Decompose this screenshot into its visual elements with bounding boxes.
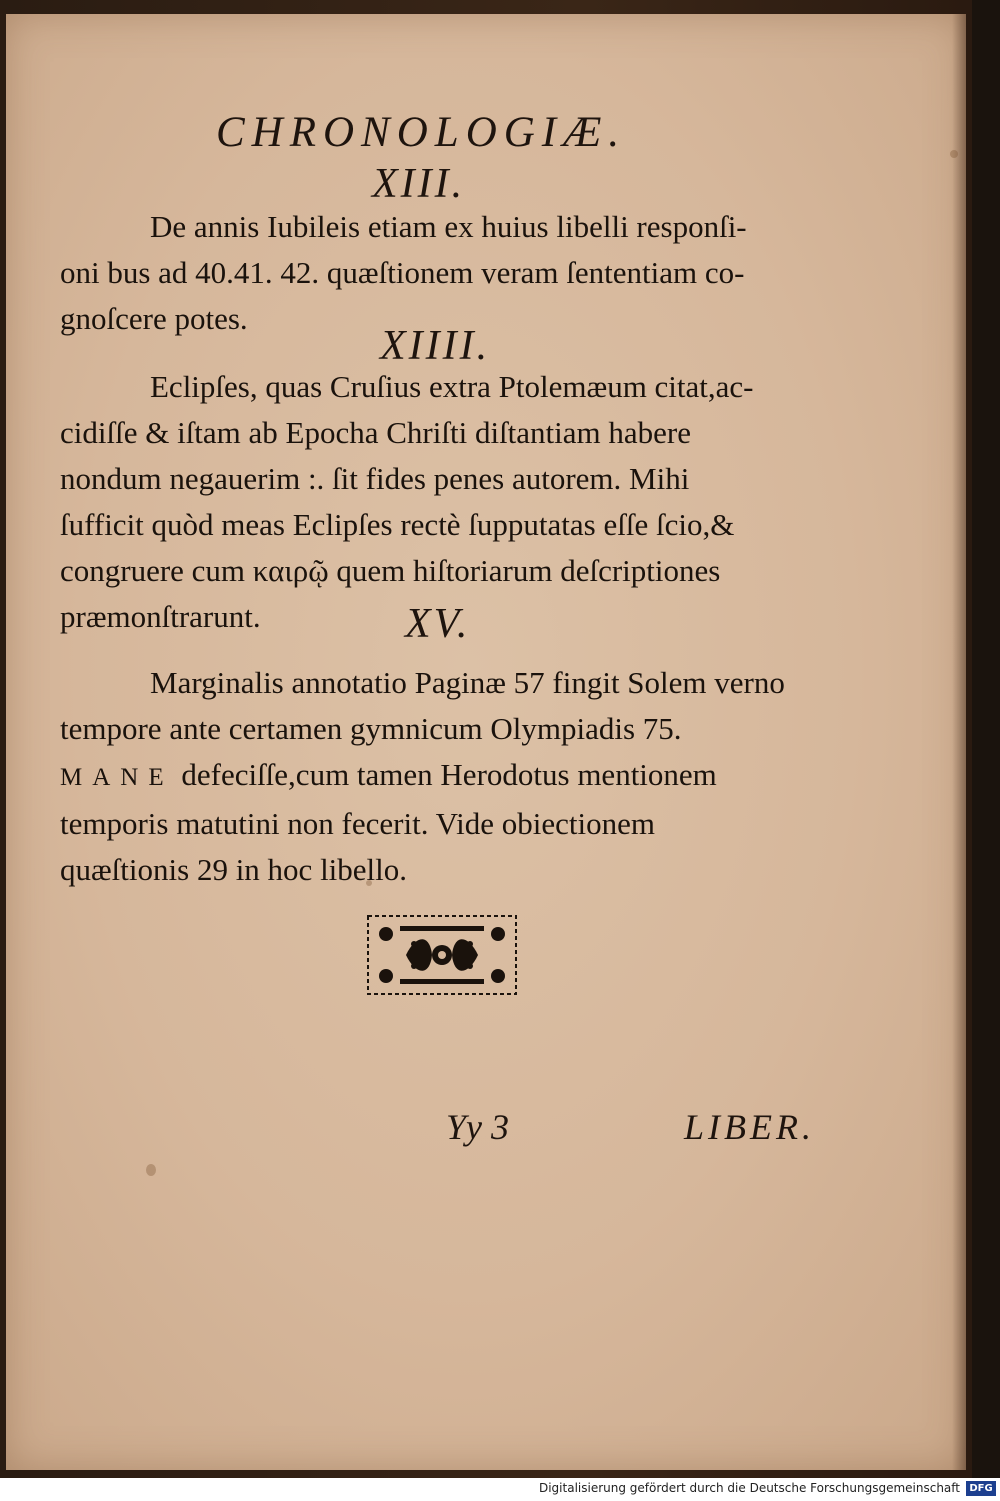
- footer-credit: Digitalisierung gefördert durch die Deutsche Forschungsgemeinschaft: [538, 1481, 960, 1495]
- text-line: nondum negauerim :. ſit fides penes autorem. Mihi: [60, 461, 690, 496]
- footer-bar: [0, 1478, 1000, 1501]
- text-line: ſufficit quòd meas Eclipſes rectè ſupputatas eſſe ſcio,&: [60, 507, 735, 542]
- section-number-15: XV.: [405, 601, 471, 647]
- smallcaps-word: MANE: [60, 764, 174, 791]
- section-number-13: XIII.: [372, 161, 466, 207]
- text-line: congruere cum καιρῷ quem hiſtoriarum deſcriptiones: [60, 553, 721, 588]
- text-line: temporis matutini non fecerit. Vide obiectionem: [60, 806, 656, 841]
- text-line: tempore ante certamen gymnicum Olympiadis 75.: [60, 711, 682, 746]
- page-edge-shadow: [952, 14, 966, 1470]
- text-line: gnoſcere potes.: [60, 301, 248, 336]
- dfg-logo: DFG: [966, 1481, 996, 1496]
- paper-stain: [146, 1164, 156, 1176]
- text-line: defeciſſe,cum tamen Herodotus mentionem: [181, 757, 717, 792]
- text-line: Marginalis annotatio Paginæ 57 fingit Solem verno: [150, 665, 785, 700]
- catchword: LIBER.: [684, 1107, 815, 1147]
- section-number-14: XIIII.: [380, 323, 491, 369]
- text-line: oni bus ad 40.41. 42. quæſtionem veram ſententiam co-: [60, 255, 745, 290]
- signature-mark: Yy 3: [446, 1107, 509, 1147]
- text-line: quæſtionis 29 in hoc libello.: [60, 852, 408, 887]
- printers-ornament-icon: [366, 914, 518, 996]
- text-line: Eclipſes, quas Cruſius extra Ptolemæum citat,ac-: [150, 369, 754, 404]
- text-line: præmonſtrarunt.: [60, 599, 261, 634]
- text-line: De annis Iubileis etiam ex huius libelli responſi-: [150, 209, 747, 244]
- paper-stain: [950, 150, 958, 158]
- paragraph-14: [60, 364, 830, 640]
- paragraph-15: [60, 660, 830, 893]
- running-head: CHRONOLOGIÆ.: [216, 109, 627, 156]
- text-line: cidiſſe & iſtam ab Epocha Chriſti diſtantiam habere: [60, 415, 692, 450]
